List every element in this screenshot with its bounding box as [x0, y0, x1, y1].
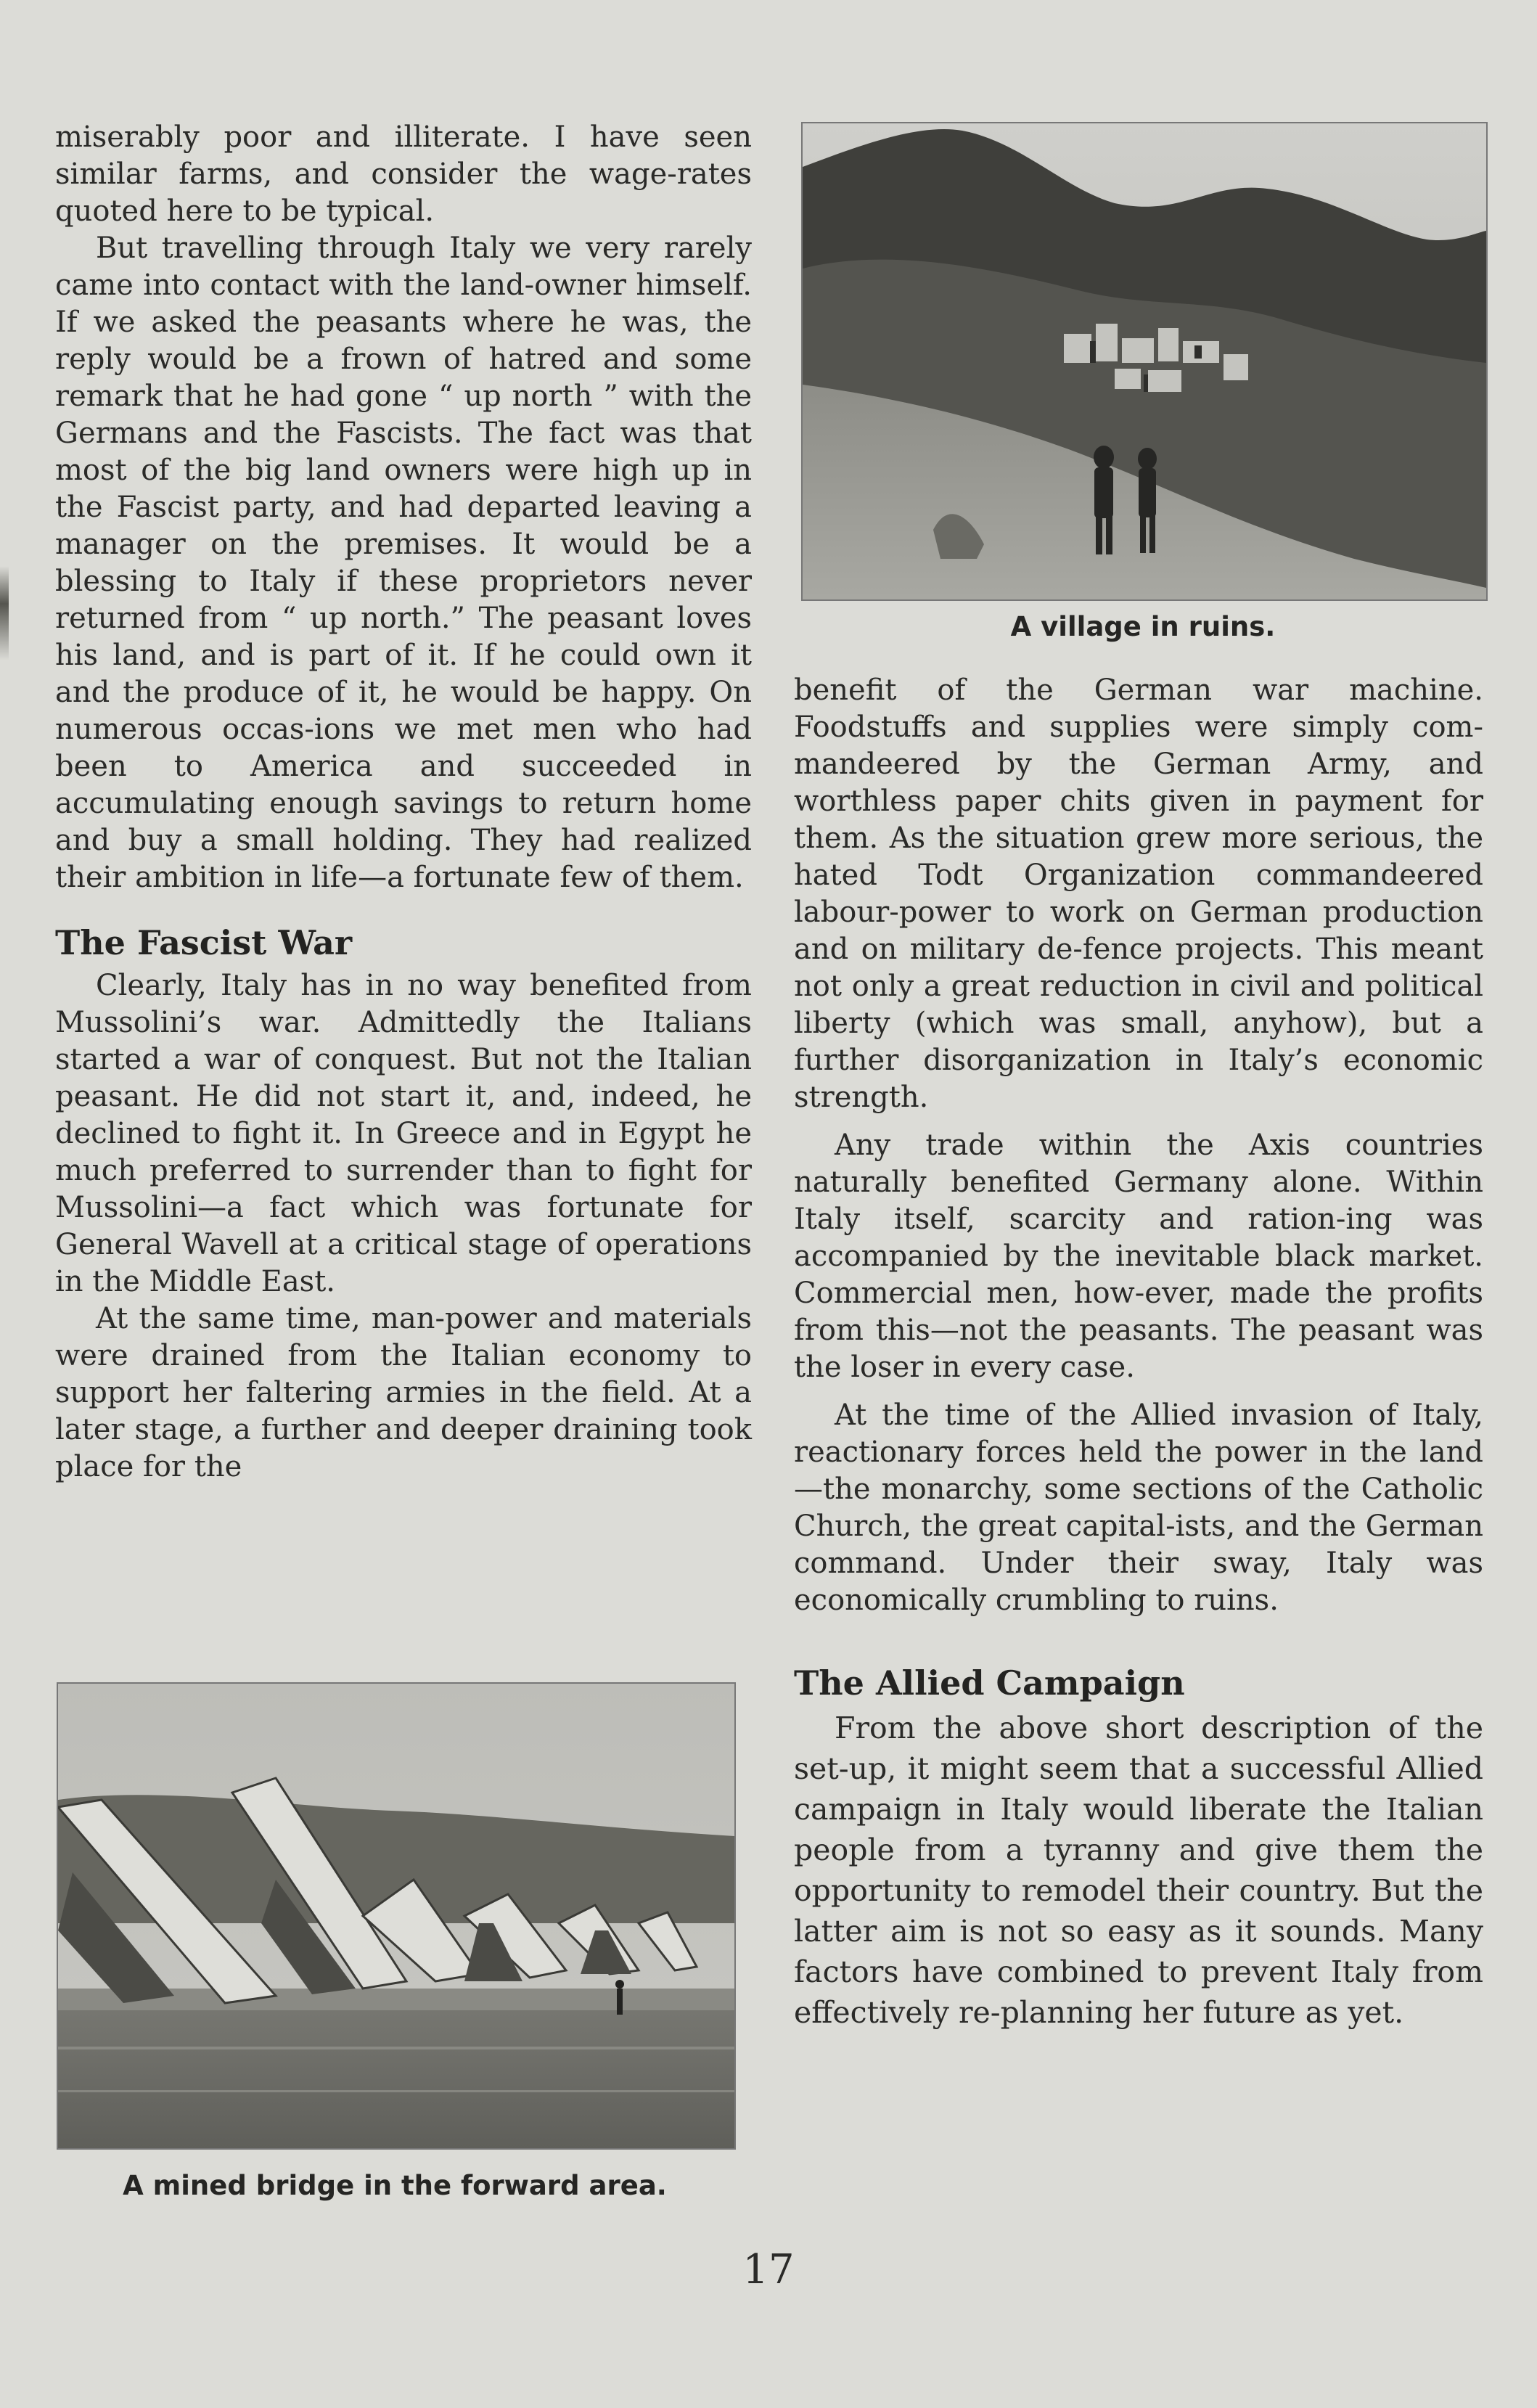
paragraph: At the time of the Allied invasion of Italy, reactionary forces held the power in the land—the monarchy, some sections of the Catholic Church, the great capital-ists, and the German command. Under their sway, Italy was economically crumbling to ruins. [794, 1398, 1483, 1617]
bridge-photo-image [58, 1684, 734, 2148]
paragraph: From the above short description of the set-up, it might seem that a successful Allied campaign in Italy would liberate the Italian people from a tyranny and give them the opportunity to remodel their country. But the latter aim is not so easy as it sounds. Many factors have combined to prevent Italy from effectively re-planning her future as yet. [794, 1711, 1483, 2030]
binding-mark [0, 566, 9, 660]
paragraph: Any trade within the Axis countries naturally benefited Germany alone. Within Italy itself, scarcity and ration-ing was accompanied by the inevitable black market. Commercial men, how-ever, made the profits from this—not the peasants. The peasant was the loser in every case. [794, 1129, 1483, 1384]
section-heading-fascist-war: The Fascist War [55, 923, 353, 962]
page-number: 17 [742, 2246, 795, 2293]
allied-section [794, 1708, 1483, 2033]
paragraph: Clearly, Italy has in no way benefited from Mussolini’s war. Admittedly the Italians started a war of conquest. But not the Italian peasant. He did not start it, and, indeed, he declined to fight it. In Greece and in Egypt he much preferred to surrender than to fight for Mussolini—a fact which was fortunate for General Wavell at a critical stage of operations in the Middle East. [55, 969, 752, 1298]
village-photo [801, 122, 1488, 601]
paragraph: benefit of the German war machine. Foodstuffs and supplies were simply com-mandeered by the German Army, and worthless paper chits given in payment for them. As the situation grew more serious, the hated Todt Organization commandeered labour-power to work on German production and on military de-fence projects. This meant not only a great reduction in civil and political liberty (which was small, anyhow), but a further disorganization in Italy’s economic strength. [794, 673, 1483, 1114]
village-photo-image [803, 123, 1486, 599]
left-column [55, 119, 752, 1486]
bridge-photo-caption: A mined bridge in the forward area. [123, 2170, 667, 2201]
paragraph: At the same time, man-power and materials were drained from the Italian economy to support her faltering armies in the field. At a later stage, a further and deeper draining took place for the [55, 1302, 752, 1483]
right-column [794, 672, 1483, 2033]
paragraph: But travelling through Italy we very rarely came into contact with the land-owner himself. If we asked the peasants where he was, the reply would be a frown of hatred and some remark that he had gone “ up north ” with the Germans and the Fascists. The fact was that most of the big land owners were high up in the Fascist party, and had departed leaving a manager on the premises. It would be a blessing to Italy if these proprietors never returned from “ up north.” The peasant loves his land, and is part of it. If he could own it and the produce of it, he would be happy. On numerous occas-ions we met men who had been to America and succeeded in accumulating enough savings to return home and buy a small holding. They had realized their ambition in life—a fortunate few of them. [55, 232, 752, 894]
village-photo-caption: A village in ruins. [1010, 611, 1276, 642]
bridge-photo [57, 1682, 736, 2150]
section-heading-allied-campaign: The Allied Campaign [794, 1663, 1185, 1703]
paragraph: miserably poor and illiterate. I have seen similar farms, and consider the wage-rates quoted here to be typical. [55, 120, 752, 228]
